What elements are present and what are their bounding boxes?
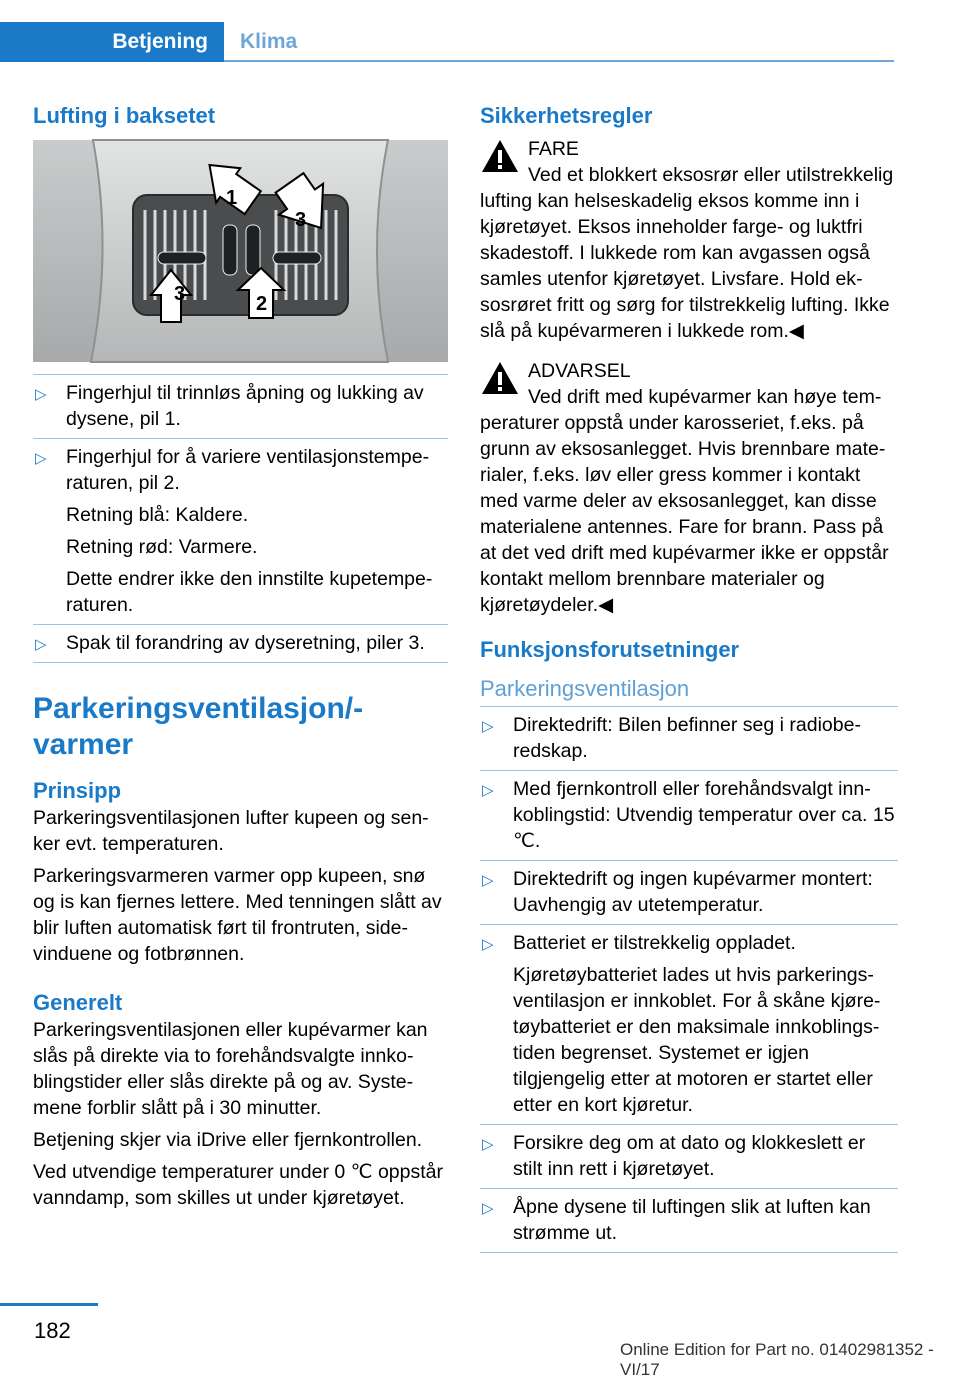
list-item bbox=[33, 625, 448, 663]
triangle-bullet-icon: ▷ bbox=[482, 718, 494, 735]
heading-funksjonsforutsetninger: Funksjonsforutsetninger bbox=[480, 637, 740, 662]
vent-controls-list bbox=[33, 374, 448, 663]
warning-advarsel bbox=[480, 358, 898, 618]
warning-fare-body: Ved et blokkert eksosrør eller utilstrekkelig lufting kan helseskadelig eksos komme inn i kjøretøyet. Eksos inneholder farge- og luktfri skadestoff. I lukkede rom kan avgassen også samles utenfor kjøretøyet. Livsfare. Hold eksosrøret fritt og sørg for tilstrekkelig lufting. Ikke slå på kupévarmeren i lukkede rom.◀ bbox=[480, 164, 894, 342]
list-item bbox=[33, 375, 448, 439]
page-number: 182 bbox=[34, 1318, 71, 1343]
edition-note: Online Edition for Part no. 01402981352 - VI/17 bbox=[620, 1340, 934, 1379]
list-item bbox=[480, 1125, 898, 1189]
list-item bbox=[480, 771, 898, 861]
warning-fare-title: FARE bbox=[528, 138, 579, 160]
heading-parkeringsventilasjon-sub: Parkeringsventilasjon bbox=[480, 676, 690, 701]
figure-label-3-left: 3 bbox=[174, 283, 186, 305]
list-item bbox=[480, 925, 898, 1125]
figure-label-1: 1 bbox=[226, 187, 238, 209]
triangle-bullet-icon: ▷ bbox=[482, 782, 494, 799]
list-item-text: Med fjernkontroll eller forehåndsvalgt innkoblingstid: Utvendig temperatur over ca. 15 ℃. bbox=[513, 778, 895, 852]
section-title-lufting: Lufting i baksetet bbox=[33, 103, 216, 128]
triangle-bullet-icon: ▷ bbox=[482, 1136, 494, 1153]
generelt-paragraph-2: Betjening skjer via iDrive eller fjernkontrollen. bbox=[33, 1129, 423, 1151]
heading-sikkerhetsregler: Sikkerhetsregler bbox=[480, 103, 653, 128]
triangle-bullet-icon: ▷ bbox=[35, 386, 47, 403]
prinsipp-paragraph-2: Parkeringsvarmeren varmer opp kupeen, snø og is kan fjernes lettere. Med tenningen slått av blir luften automatisk ført til frontruten, sidevinduene og fotbrønnen. bbox=[33, 865, 442, 965]
list-item-text: Fingerhjul for å variere ventilasjonstemperaturen, pil 2. bbox=[66, 446, 430, 494]
prinsipp-paragraph-1: Parkeringsventilasjonen lufter kupeen og senker evt. temperaturen. bbox=[33, 807, 429, 855]
triangle-bullet-icon: ▷ bbox=[35, 636, 47, 653]
tab-betjening[interactable] bbox=[0, 22, 224, 62]
list-item-text: Retning blå: Kaldere. bbox=[66, 504, 249, 526]
list-item-text: Dette endrer ikke den innstilte kupetemperaturen. bbox=[66, 568, 433, 616]
list-item bbox=[33, 439, 448, 625]
warning-advarsel-body: Ved drift med kupévarmer kan høye temperaturer oppstå under karosseriet, f.eks. på grunn av eksosanlegget. Hvis brennbare materialer, f.eks. løv eller gress kommer i kontakt med varme deler av eksosanlegget, kan disse materialene antennes. Fare for brann. Pass på at det ved drift med kupévarmer ikke er oppstår kontakt mellom brennbare materialer og kjøretøydeler.◀ bbox=[480, 386, 889, 616]
triangle-bullet-icon: ▷ bbox=[482, 1200, 494, 1217]
list-item bbox=[480, 707, 898, 771]
left-column bbox=[33, 100, 448, 1217]
figure-label-3-right: 3 bbox=[295, 209, 307, 231]
heading-generelt: Generelt bbox=[33, 990, 123, 1015]
list-item-text: Fingerhjul til trinnløs åpning og lukking av dysene, pil 1. bbox=[66, 382, 424, 430]
warning-advarsel-title: ADVARSEL bbox=[528, 360, 631, 382]
rear-vent-figure bbox=[33, 140, 448, 362]
page-header bbox=[0, 0, 960, 64]
list-item-text: Åpne dysene til luftingen slik at luften kan strømme ut. bbox=[513, 1196, 871, 1244]
list-item bbox=[480, 1189, 898, 1253]
list-item-text: Retning rød: Varmere. bbox=[66, 536, 258, 558]
list-item-text: Direktedrift: Bilen befinner seg i radioberedskap. bbox=[513, 714, 861, 762]
list-item-text: Spak til forandring av dyseretning, piler 3. bbox=[66, 632, 425, 654]
tab-betjening-label: Betjening bbox=[112, 30, 208, 53]
requirements-list bbox=[480, 706, 898, 1253]
warning-triangle-icon bbox=[480, 138, 520, 174]
footer-divider bbox=[0, 1303, 98, 1306]
list-item-text: Batteriet er tilstrekkelig oppladet. bbox=[513, 932, 796, 954]
triangle-bullet-icon: ▷ bbox=[482, 872, 494, 889]
triangle-bullet-icon: ▷ bbox=[35, 450, 47, 467]
tab-klima[interactable]: Klima bbox=[240, 30, 298, 53]
header-divider bbox=[224, 60, 894, 62]
list-item-text: Forsikre deg om at dato og klokkeslett er stilt inn rett i kjøretøyet. bbox=[513, 1132, 866, 1180]
generelt-paragraph-3: Ved utvendige temperaturer under 0 ℃ oppstår vanndamp, som skilles ut under kjøretøyet. bbox=[33, 1161, 443, 1209]
warning-triangle-icon bbox=[480, 360, 520, 396]
heading-prinsipp: Prinsipp bbox=[33, 778, 122, 803]
right-column bbox=[480, 100, 898, 1253]
triangle-bullet-icon: ▷ bbox=[482, 936, 494, 953]
heading-parkeringsventilasjon: Parkeringsventilasjon/-varmer bbox=[33, 692, 364, 761]
list-item-text: Kjøretøybatteriet lades ut hvis parkeringsventilasjon er innkoblet. For å skåne kjøretøybatteriet er den maksimale innkoblingstiden begrenset. Systemet er igjen tilgjengelig etter at motoren er startet eller etter en kort kjøretur. bbox=[513, 964, 881, 1116]
generelt-paragraph-1: Parkeringsventilasjonen eller kupévarmer kan slås på direkte via to forehåndsvalgte innkoblingstider eller slås direkte på og av. Systemene forblir slått på i 30 minutter. bbox=[33, 1019, 428, 1119]
warning-fare bbox=[480, 136, 898, 344]
list-item-text: Direktedrift og ingen kupévarmer montert: Uavhengig av utetemperatur. bbox=[513, 868, 873, 916]
list-item bbox=[480, 861, 898, 925]
figure-label-2: 2 bbox=[256, 293, 268, 315]
